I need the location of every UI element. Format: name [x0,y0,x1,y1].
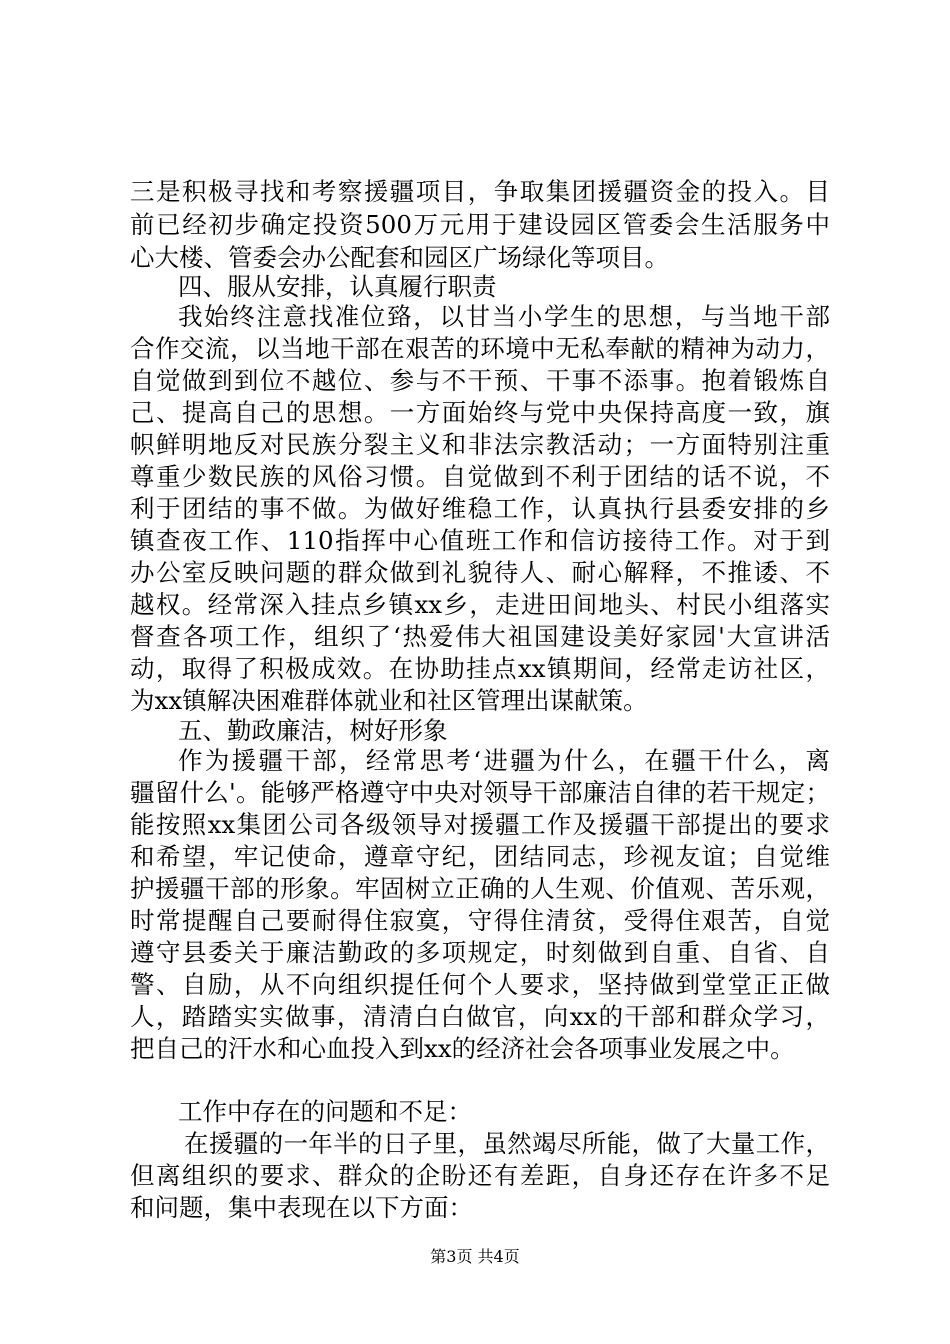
section-heading: 五、勤政廉洁，树好形象 [178,716,448,745]
page-number-footer: 第3页 共4页 [430,1247,520,1266]
text-line: 能按照xx集团公司各级领导对援疆工作及援疆干部提出的要求 [130,810,830,839]
text-line: 利于团结的事不做。为做好维稳工作，认真执行县委安排的乡 [130,494,830,523]
text-line: 动，取得了积极成效。在协助挂点xx镇期间，经常走访社区， [130,654,830,683]
text-line: 合作交流，以当地干部在艰苦的环境中无私奉献的精神为动力， [130,334,830,363]
text-line: 警、自励，从不向组织提任何个人要求，坚持做到堂堂正正做 [130,970,830,999]
text-line: 和问题，集中表现在以下方面： [130,1193,473,1222]
text-line: 自觉做到到位不越位、参与不干预、干事不添事。抱着锻炼自 [130,366,830,395]
text-line: 心大楼、管委会办公配套和园区广场绿化等项目。 [130,243,669,272]
text-line: 时常提醒自己要耐得住寂寞，守得住清贫，受得住艰苦，自觉 [130,906,830,935]
text-line: 镇查夜工作、110指挥中心值班工作和信访接待工作。对于到 [130,526,830,555]
text-line: 遵守县委关于廉洁勤政的多项规定，时刻做到自重、自省、自 [130,938,830,967]
text-line: 但离组织的要求、群众的企盼还有差距，自身还存在许多不足 [130,1161,830,1190]
text-line: 己、提高自己的思想。一方面始终与党中央保持高度一致，旗 [130,398,830,427]
text-line: 尊重少数民族的风俗习惯。自觉做到不利于团结的话不说，不 [130,462,830,491]
text-line: 为xx镇解决困难群体就业和社区管理出谋献策。 [130,686,648,715]
text-line: 前已经初步确定投资500万元用于建设园区管委会生活服务中 [130,210,830,239]
text-line: 办公室反映问题的群众做到礼貌待人、耐心解释，不推诿、不 [130,558,830,587]
section-heading: 工作中存在的问题和不足： [178,1097,472,1126]
text-line: 在援疆的一年半的日子里，虽然竭尽所能，做了大量工作， [184,1129,830,1158]
section-heading: 四、服从安排，认真履行职责 [178,272,497,301]
text-line: 帜鲜明地反对民族分裂主义和非法宗教活动；一方面特别注重 [130,430,830,459]
text-line: 越权。经常深入挂点乡镇xx乡，走进田间地头、村民小组落实 [130,590,830,619]
text-line: 护援疆干部的形象。牢固树立正确的人生观、价值观、苦乐观， [130,874,830,903]
text-line: 把自己的汗水和心血投入到xx的经济社会各项事业发展之中。 [130,1034,795,1063]
text-line: 人，踏踏实实做事，清清白白做官，向xx的干部和群众学习， [130,1002,830,1031]
text-line: 作为援疆干部，经常思考‘进疆为什么，在疆干什么，离 [178,746,830,775]
text-line: 和希望，牢记使命，遵章守纪，团结同志，珍视友谊；自觉维 [130,842,830,871]
text-line: 疆留什么'。能够严格遵守中央对领导干部廉洁自律的若干规定； [130,778,830,807]
text-line: 我始终注意找准位臵，以甘当小学生的思想，与当地干部 [178,302,830,331]
text-line: 三是积极寻找和考察援疆项目，争取集团援疆资金的投入。目 [130,177,830,206]
text-line: 督查各项工作，组织了‘热爱伟大祖国建设美好家园'大宣讲活 [130,622,830,651]
